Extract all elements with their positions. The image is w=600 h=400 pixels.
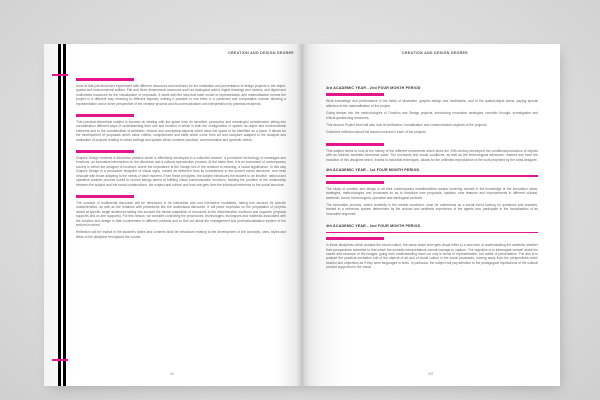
- section-heading: [76, 195, 134, 198]
- folio-left: 14: [170, 372, 174, 376]
- paragraph: The concept of multimedia discourse will be developed in its interactive and non interactive modalities, taking into account its specific characteristics, as well as the relations with precedents like the audiovisual discourse. It will place emphasis on the preparation of projects aimed at specific target audiences taking into account the formal adaptation of resources to the dissemination mediums and supports (physical supports and on-line supports). For this reason, we consider controlling the procedures, technologies, techniques and materials associated with the creation and design in their involvement in different contexts and to find out about the management and professionalisation system of the sectors involved.: [76, 200, 286, 227]
- section-heading: 3rd ACADEMIC YEAR - 2nd FOUR MONTH PERIOD: [326, 86, 421, 90]
- paragraph: Collective reflection about the issues involved in each of the projects.: [326, 130, 427, 135]
- section-subheading: [326, 181, 384, 184]
- paragraph: The study of creation and design in all their contemporary manifestations means involving oneself in the knowledge of the innovation steps, strategies, methodologies and processes so as to introduce new proposals, updates, new features and improvements in different cultural, aesthetic, social, technological, operative and ideological contexts.: [326, 186, 538, 200]
- paragraph: Graphic Design receives a discursive practice which is effectively developed in a collective manner, a productive technology of messages and functions, an innovative intervention on the discourse and a cultural reproduction process. At the same time, it is an instrument of contemporary society in which the designer is involved, where the importance is the Design lies in the creation of meaning, a social significance. In this way Graphic Design is a productive discipline of visual signs, named as delivered from its commitment to the current social discourse, and must innovate with those adapting to the needs of each moment. From these principles, the subject introduces the student to an intuitive, rational and operative creative process useful to human beings aimed at fulfilling visual communication functions, tackling the problem of the relationship between the subject and the social constructions, the subject and culture and how one gets from the individual reference to the social structure.: [76, 156, 286, 187]
- right-section-4th-year-2: [326, 224, 538, 269]
- left-section-graphic: [76, 150, 286, 187]
- left-page: [44, 44, 302, 386]
- right-section-4th-year-1: [326, 168, 538, 216]
- section-heading: [76, 78, 134, 81]
- book-gutter: [296, 44, 310, 386]
- right-section-art: [326, 143, 538, 162]
- section-heading: 4th ACADEMIC YEAR - 2nd FOUR MONTH PERIOD: [326, 224, 421, 229]
- paragraph: This second Project level will also look at verification, formalisation and communication aspects of the projects.: [326, 123, 488, 128]
- right-page: [302, 44, 560, 386]
- paragraph: In those disciplines which analyse the visual culture, the same vision term gets visual reflex to a new form of understanding the aesthetic whether their perspectives advertise to that which the semiotic interpretations cannot manage to capture. The objective is to interrogate oneself about the nature and structure of the images, going from understanding them not only in terms of representation, but rather of presentation. The aim is to analyse the practical mediation role of the objects of art and of visual culture in the social processes, moving away from the perspectives which studied and objectives as if they were languages or texts. In particular, the subject will pay attention to the pedagogical implications of the cultural product supported in the visual.: [326, 243, 538, 270]
- section-heading: 4th ACADEMIC YEAR - 1st FOUR MONTH PERIOD: [326, 168, 420, 173]
- right-content: [326, 86, 538, 273]
- section-heading: [76, 114, 134, 117]
- magenta-marker-top: [52, 74, 68, 76]
- left-content: [76, 78, 286, 242]
- section-heading: [326, 143, 384, 146]
- accent-rule: [326, 175, 538, 176]
- folio-right: 107: [428, 372, 434, 376]
- paragraph: Work knowledge and performance in the fields of illustration, graphic design and multimedia, and in the spatial-object arena, paying special attention to the materialisation of the project.: [326, 99, 538, 108]
- black-bar-1: [58, 44, 61, 386]
- magenta-marker-bottom: [52, 359, 68, 361]
- running-head-right: CREATION AND DESIGN DEGREE: [402, 51, 468, 55]
- section-subheading: [326, 93, 384, 96]
- paragraph: This subject seeks to look at the history of the different movements which since the 19th century developed the conditions/production of objects with an intrinsic aesthetic-functional value. The economic and social conditions, as well as the technological advances, marked and have the evolution of this discipline which, thanks to industrial techniques, allows for the unlimited reproduction of the work projected by the artist-designer.: [326, 148, 538, 162]
- right-section-3rd-year: [326, 86, 538, 135]
- paragraph: Reflection will be implicit in the student's duties and contents shall be introduced relating to the development of the concepts, uses, styles and fields of the discipline throughout the course.: [76, 230, 286, 239]
- accent-rule: [326, 232, 538, 233]
- left-section-multimedia: [76, 195, 286, 239]
- paragraph: The innovation process, where creativity is the mental conductor, must be understood as a social event looking for questions and answers, framed in a reference system determined by the cultural and aesthetic experience of the agents who participate in the formalisation of an innovative response.: [326, 203, 538, 216]
- running-head-left: CREATION AND DESIGN DEGREE: [228, 51, 294, 55]
- black-bar-2: [63, 44, 66, 386]
- left-section-space: [76, 114, 286, 142]
- paragraph: Aims at that just about and experiment with different resources and mediums for the realisation and presentation of design projects in the object, spatial and environmental artifact. Flat and three dimensional resources such as analogical and/or digital drawings and models, and digital and multimedia resources for the visualization of proposals. It starts with the idea that each model of representation and materialisation means the project in a different way meaning to different aspects, making it possible to use them in a combined and comparative manner allowing a representation and a richer perspective of the creative process and its communication and interpretation by potential recipients.: [76, 84, 286, 106]
- section-subheading: [326, 237, 384, 240]
- left-section-conceptual: [76, 78, 286, 106]
- paragraph: Going deeper into the methodologies of Creation and Design projects, introducing innovation strategies, heuristic thought, investigation and critical questioning resources.: [326, 111, 538, 120]
- paragraph: This practical-theoretical subject is focused on dealing with the space from its sensitive, perceptive and meaningful consideration taking into consideration different ways of understanding their use and function in which is both the configuration of spaces as object and environmental elements and to the consideration of aesthetic, historic and conceptual aspects which allow the space to be identified as a place. It allows for the development of proposals which value criteria, competences and skills which come from art and sculpture adapted to the analysis and realisation of projects relating to urban settings and spaces which combine practical, communicative and symbolic needs.: [76, 120, 286, 142]
- section-heading: [76, 150, 134, 153]
